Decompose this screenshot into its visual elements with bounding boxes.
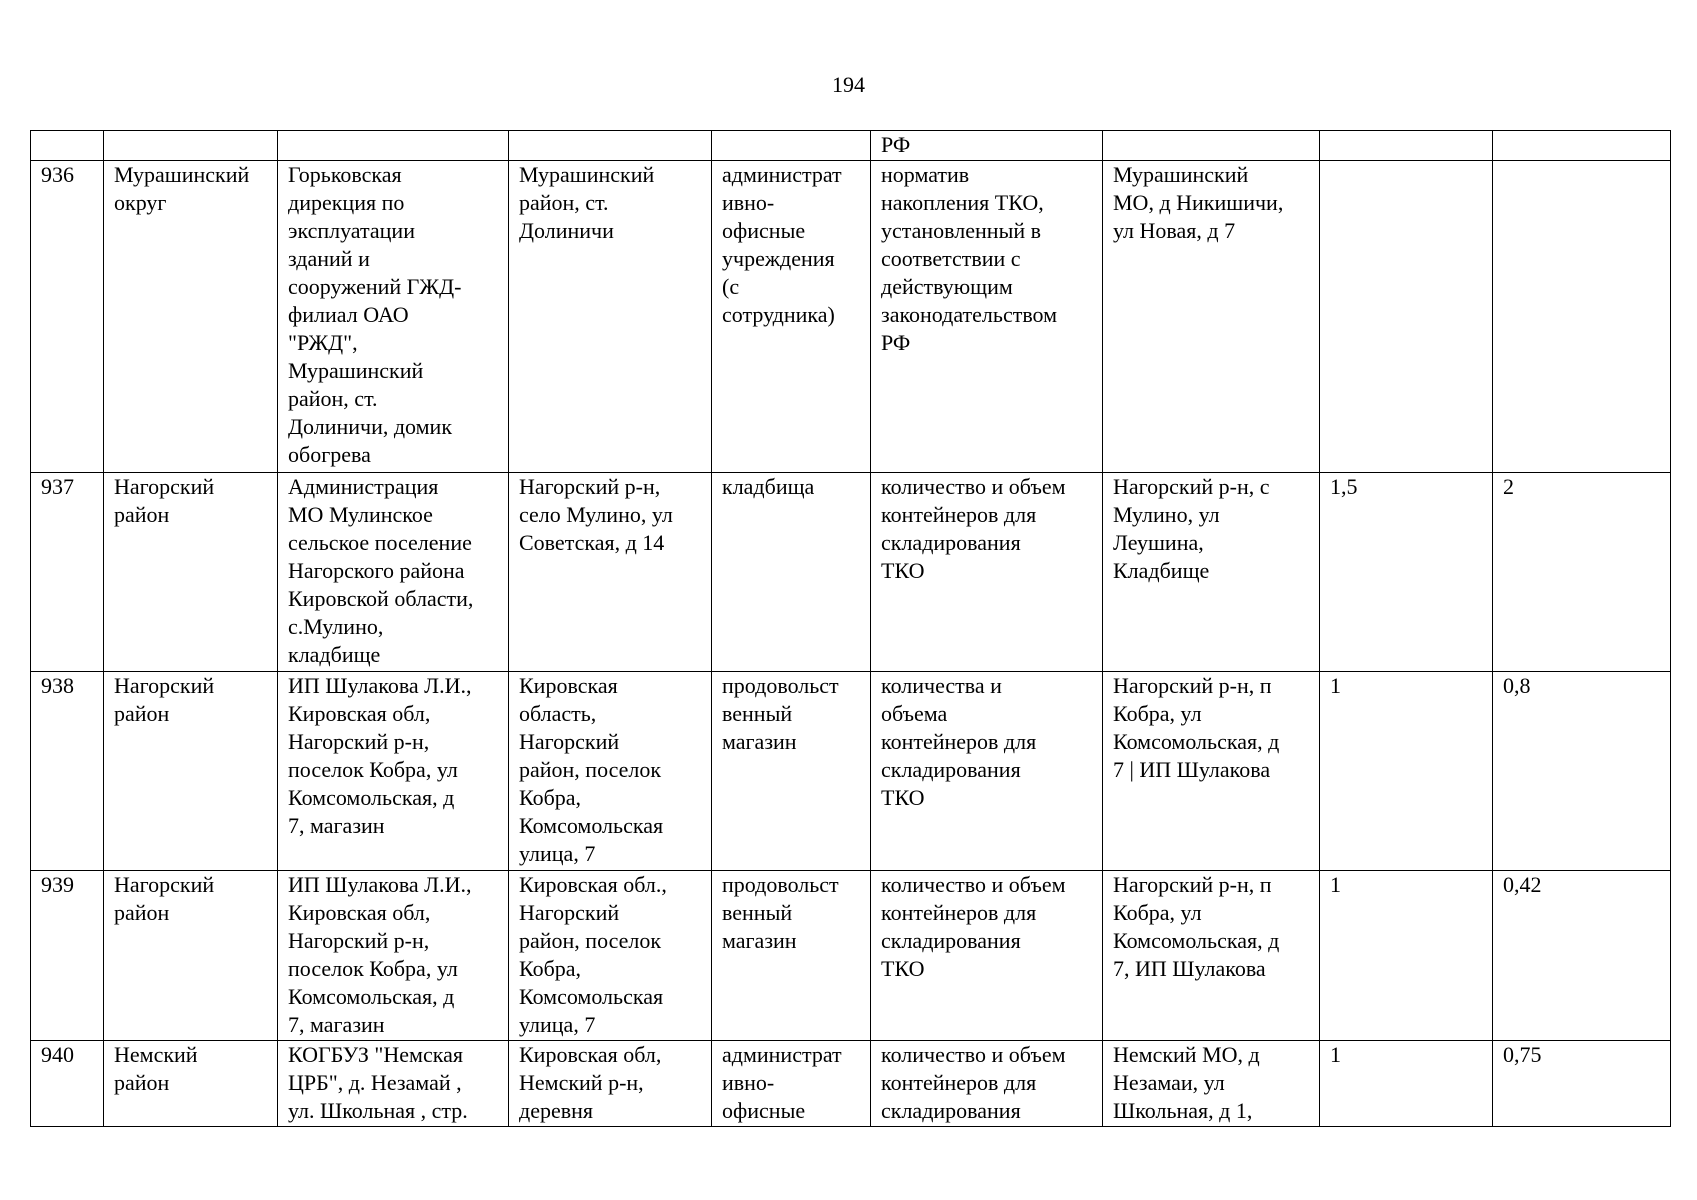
- cell-calc-method: РФ: [871, 131, 1103, 161]
- cell-district: Нагорский район: [104, 871, 278, 1041]
- table-row-continuation: [31, 131, 1671, 161]
- cell-number: 937: [31, 473, 104, 672]
- cell-district: Немский район: [104, 1041, 278, 1127]
- cell-address: Кировская обл., Нагорский район, поселок Кобра, Комсомольская улица, 7: [509, 871, 712, 1041]
- cell-address: Нагорский р-н, село Мулино, ул Советская, д 14: [509, 473, 712, 672]
- cell-district: [104, 131, 278, 161]
- cell-owner: Администрация МО Мулинское сельское поселение Нагорского района Кировской области, с.Мулино, кладбище: [278, 473, 509, 672]
- table-row: [31, 672, 1671, 871]
- cell-value1: 1,5: [1320, 473, 1493, 672]
- cell-calc-method: количество и объем контейнеров для складирования ТКО: [871, 871, 1103, 1041]
- table-row: [31, 473, 1671, 672]
- cell-address: [509, 131, 712, 161]
- cell-address: Мурашинский район, ст. Долиничи: [509, 161, 712, 473]
- cell-owner: Горьковская дирекция по эксплуатации зданий и сооружений ГЖД- филиал ОАО "РЖД", Мурашинский район, ст. Долиничи, домик обогрева: [278, 161, 509, 473]
- cell-category: продовольст венный магазин: [712, 672, 871, 871]
- cell-address: Кировская область, Нагорский район, поселок Кобра, Комсомольская улица, 7: [509, 672, 712, 871]
- cell-calc-method: количество и объем контейнеров для складирования ТКО: [871, 473, 1103, 672]
- table-row: [31, 1041, 1671, 1127]
- cell-number: 938: [31, 672, 104, 871]
- cell-calc-method: норматив накопления ТКО, установленный в соответствии с действующим законодательством РФ: [871, 161, 1103, 473]
- cell-category: администрат ивно- офисные: [712, 1041, 871, 1127]
- cell-district: Нагорский район: [104, 473, 278, 672]
- cell-value2: 2: [1493, 473, 1671, 672]
- cell-value1: 1: [1320, 1041, 1493, 1127]
- cell-value1: [1320, 131, 1493, 161]
- cell-number: [31, 131, 104, 161]
- cell-category: [712, 131, 871, 161]
- cell-site: Мурашинский МО, д Никишичи, ул Новая, д 7: [1103, 161, 1320, 473]
- cell-site: Немский МО, д Незамаи, ул Школьная, д 1,: [1103, 1041, 1320, 1127]
- table-row: [31, 871, 1671, 1041]
- table-row: [31, 161, 1671, 473]
- cell-number: 940: [31, 1041, 104, 1127]
- cell-district: Мурашинский округ: [104, 161, 278, 473]
- cell-value2: 0,8: [1493, 672, 1671, 871]
- cell-value2: [1493, 131, 1671, 161]
- page-number: 194: [832, 72, 865, 97]
- cell-category: продовольст венный магазин: [712, 871, 871, 1041]
- cell-value2: [1493, 161, 1671, 473]
- cell-site: [1103, 131, 1320, 161]
- cell-calc-method: количества и объема контейнеров для складирования ТКО: [871, 672, 1103, 871]
- cell-owner: ИП Шулакова Л.И., Кировская обл, Нагорский р-н, поселок Кобра, ул Комсомольская, д 7, магазин: [278, 672, 509, 871]
- cell-address: Кировская обл, Немский р-н, деревня: [509, 1041, 712, 1127]
- cell-owner: КОГБУЗ "Немская ЦРБ", д. Незамай , ул. Школьная , стр.: [278, 1041, 509, 1127]
- cell-category: кладбища: [712, 473, 871, 672]
- cell-owner: ИП Шулакова Л.И., Кировская обл, Нагорский р-н, поселок Кобра, ул Комсомольская, д 7, магазин: [278, 871, 509, 1041]
- cell-value2: 0,42: [1493, 871, 1671, 1041]
- cell-owner: [278, 131, 509, 161]
- cell-number: 936: [31, 161, 104, 473]
- cell-district: Нагорский район: [104, 672, 278, 871]
- cell-category: администрат ивно- офисные учреждения (с сотрудника): [712, 161, 871, 473]
- cell-value1: 1: [1320, 871, 1493, 1041]
- cell-number: 939: [31, 871, 104, 1041]
- cell-site: Нагорский р-н, с Мулино, ул Леушина, Кладбище: [1103, 473, 1320, 672]
- cell-value1: [1320, 161, 1493, 473]
- cell-site: Нагорский р-н, п Кобра, ул Комсомольская, д 7 | ИП Шулакова: [1103, 672, 1320, 871]
- cell-value1: 1: [1320, 672, 1493, 871]
- cell-site: Нагорский р-н, п Кобра, ул Комсомольская, д 7, ИП Шулакова: [1103, 871, 1320, 1041]
- waste-sites-table: [30, 130, 1671, 1127]
- cell-value2: 0,75: [1493, 1041, 1671, 1127]
- cell-calc-method: количество и объем контейнеров для складирования: [871, 1041, 1103, 1127]
